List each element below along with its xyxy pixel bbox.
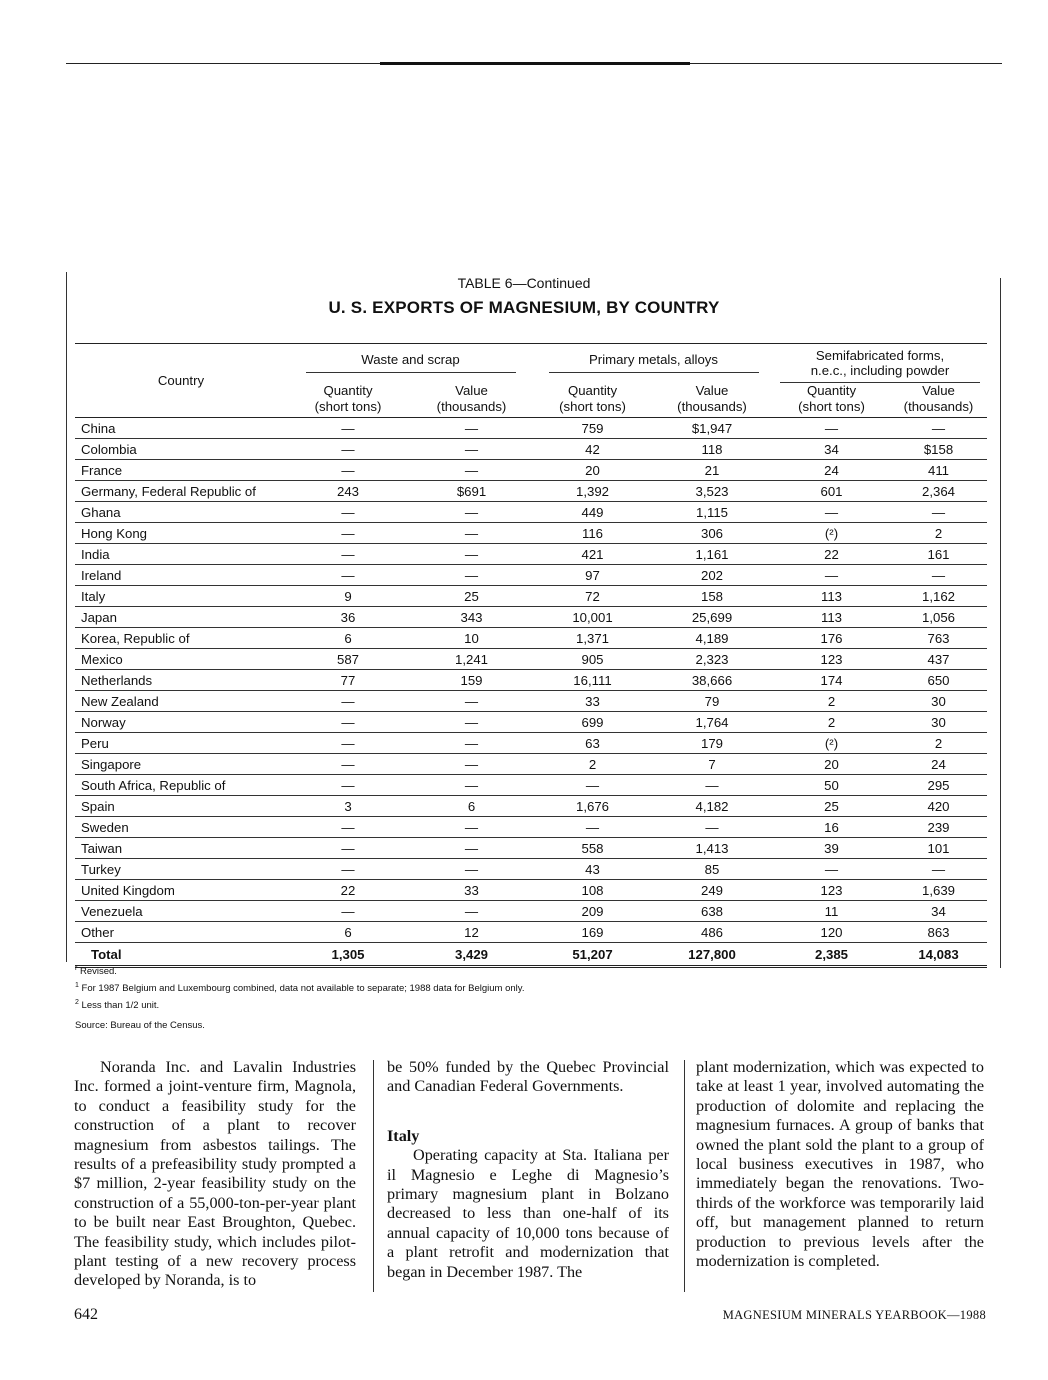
value-cell: 558	[534, 838, 651, 859]
column-divider	[684, 1060, 685, 1292]
exports-table	[75, 343, 987, 968]
country-cell: Hong Kong	[75, 523, 287, 544]
value-cell: —	[773, 418, 890, 439]
value-cell: 116	[534, 523, 651, 544]
value-cell: —	[287, 754, 409, 775]
value-cell: —	[409, 439, 534, 460]
footnote-2: $^2$ Less than 1/2 unit.	[75, 999, 160, 1012]
country-cell: Italy	[75, 586, 287, 607]
footnote-revised: $^r$ Revised.	[75, 965, 117, 978]
country-cell: Other	[75, 922, 287, 943]
table-row	[75, 607, 987, 628]
country-cell: Korea, Republic of	[75, 628, 287, 649]
value-cell: 108	[534, 880, 651, 901]
footnote-1: $^1$ For 1987 Belgium and Luxembourg combined, data not available to separate; 1988 data for Belgium only.	[75, 982, 525, 995]
country-cell: Singapore	[75, 754, 287, 775]
subheader-value: Value (thousands)	[651, 383, 773, 418]
value-cell: —	[409, 502, 534, 523]
value-cell: 2,385	[773, 943, 890, 967]
top-rule-accent	[380, 62, 690, 65]
value-cell: 123	[773, 649, 890, 670]
value-cell: 421	[534, 544, 651, 565]
value-cell: 2,323	[651, 649, 773, 670]
value-cell: 20	[534, 460, 651, 481]
value-cell: 6	[287, 922, 409, 943]
value-cell: 863	[890, 922, 987, 943]
body-column-1	[74, 1058, 356, 1291]
value-cell: 113	[773, 586, 890, 607]
value-cell: —	[773, 502, 890, 523]
country-cell: Sweden	[75, 817, 287, 838]
value-cell: —	[409, 775, 534, 796]
table-row	[75, 775, 987, 796]
value-cell: 10	[409, 628, 534, 649]
value-cell: 759	[534, 418, 651, 439]
value-cell: 179	[651, 733, 773, 754]
value-cell: 158	[651, 586, 773, 607]
value-cell: 306	[651, 523, 773, 544]
value-cell: —	[409, 817, 534, 838]
value-cell: 1,764	[651, 712, 773, 733]
value-cell: 176	[773, 628, 890, 649]
value-cell: 21	[651, 460, 773, 481]
country-cell: Turkey	[75, 859, 287, 880]
group-header-primary: Primary metals, alloys	[534, 344, 773, 384]
table-row	[75, 544, 987, 565]
value-cell: —	[287, 565, 409, 586]
value-cell: 3,523	[651, 481, 773, 502]
value-cell: 25,699	[651, 607, 773, 628]
value-cell: —	[409, 691, 534, 712]
value-cell: —	[890, 565, 987, 586]
table-row	[75, 481, 987, 502]
value-cell: 51,207	[534, 943, 651, 967]
value-cell: 33	[409, 880, 534, 901]
value-cell: 2,364	[890, 481, 987, 502]
value-cell: 905	[534, 649, 651, 670]
value-cell: —	[890, 418, 987, 439]
table-row	[75, 418, 987, 439]
value-cell: 10,001	[534, 607, 651, 628]
table-row	[75, 691, 987, 712]
value-cell: —	[890, 859, 987, 880]
country-cell: Ireland	[75, 565, 287, 586]
group-header-semifab: Semifabricated forms, n.e.c., including powder	[773, 344, 987, 384]
value-cell: —	[773, 565, 890, 586]
value-cell: 243	[287, 481, 409, 502]
table-row	[75, 565, 987, 586]
value-cell: 12	[409, 922, 534, 943]
value-cell: —	[287, 901, 409, 922]
country-cell: Total	[75, 943, 287, 967]
country-cell: India	[75, 544, 287, 565]
column-divider	[373, 1060, 374, 1292]
value-cell: 79	[651, 691, 773, 712]
value-cell: 638	[651, 901, 773, 922]
country-cell: Japan	[75, 607, 287, 628]
value-cell: —	[409, 565, 534, 586]
value-cell: $158	[890, 439, 987, 460]
value-cell: 587	[287, 649, 409, 670]
value-cell: 85	[651, 859, 773, 880]
value-cell: 3	[287, 796, 409, 817]
table-row	[75, 502, 987, 523]
value-cell: 202	[651, 565, 773, 586]
country-cell: New Zealand	[75, 691, 287, 712]
paragraph: Noranda Inc. and Lavalin Industries Inc. formed a joint-venture firm, Magnola, to conduct a feasibility study for the construction of a plant to recover magnesium from asbestos tailings. The results of a prefeasibility study prompted a $7 million, 2-year feasibility study on the construction of a 55,000-ton-per-year plant to be built near East Broughton, Quebec. The feasibility study, which includes pilot-plant testing of a new recovery process developed by Noranda, is to	[74, 1058, 356, 1290]
value-cell: —	[651, 817, 773, 838]
running-title: MAGNESIUM MINERALS YEARBOOK—1988	[722, 1308, 986, 1322]
subheader-quantity: Quantity (short tons)	[773, 383, 890, 418]
table-row	[75, 859, 987, 880]
value-cell: 1,056	[890, 607, 987, 628]
table-row	[75, 733, 987, 754]
value-cell: —	[287, 859, 409, 880]
subheader-value: Value (thousands)	[890, 383, 987, 418]
value-cell: 1,639	[890, 880, 987, 901]
value-cell: 34	[773, 439, 890, 460]
table-caption: TABLE 6—Continued	[457, 275, 591, 291]
value-cell: 30	[890, 691, 987, 712]
value-cell: $1,947	[651, 418, 773, 439]
value-cell: 6	[287, 628, 409, 649]
table-row	[75, 796, 987, 817]
value-cell: 343	[409, 607, 534, 628]
value-cell: 101	[890, 838, 987, 859]
value-cell: —	[409, 544, 534, 565]
subheader-quantity: Quantity (short tons)	[534, 383, 651, 418]
country-header: Country	[75, 344, 287, 418]
value-cell: 1,162	[890, 586, 987, 607]
value-cell: —	[651, 775, 773, 796]
value-cell: 449	[534, 502, 651, 523]
value-cell: 486	[651, 922, 773, 943]
value-cell: 1,392	[534, 481, 651, 502]
value-cell: 14,083	[890, 943, 987, 967]
value-cell: 43	[534, 859, 651, 880]
subheader-value: Value (thousands)	[409, 383, 534, 418]
value-cell: 2	[890, 523, 987, 544]
value-cell: 16	[773, 817, 890, 838]
value-cell: 239	[890, 817, 987, 838]
country-cell: Mexico	[75, 649, 287, 670]
value-cell: (²)	[773, 523, 890, 544]
value-cell: 20	[773, 754, 890, 775]
value-cell: —	[409, 901, 534, 922]
value-cell: —	[409, 460, 534, 481]
value-cell: 72	[534, 586, 651, 607]
group-header-waste: Waste and scrap	[287, 344, 534, 384]
value-cell: 2	[890, 733, 987, 754]
value-cell: 30	[890, 712, 987, 733]
value-cell: —	[534, 817, 651, 838]
table-row	[75, 817, 987, 838]
value-cell: —	[409, 859, 534, 880]
value-cell: 411	[890, 460, 987, 481]
value-cell: 9	[287, 586, 409, 607]
value-cell: —	[287, 691, 409, 712]
value-cell: 437	[890, 649, 987, 670]
value-cell: —	[287, 418, 409, 439]
value-cell: (²)	[773, 733, 890, 754]
value-cell: 1,371	[534, 628, 651, 649]
paragraph: plant modernization, which was expected to take at least 1 year, involved automating the production of dolomite and replacing the magnesium furnaces. A group of banks that owned the plant sold the plant to a group of local business executives in 1987, who immediately began the renovations. Two-thirds of the workforce was temporarily laid off, but management planned to return production to previous levels after the modernization is completed.	[696, 1058, 984, 1271]
value-cell: 25	[409, 586, 534, 607]
table-right-border	[1000, 278, 1001, 968]
country-cell: Colombia	[75, 439, 287, 460]
value-cell: —	[287, 712, 409, 733]
value-cell: 169	[534, 922, 651, 943]
value-cell: —	[287, 502, 409, 523]
value-cell: 38,666	[651, 670, 773, 691]
table-row	[75, 649, 987, 670]
section-heading-italy: Italy	[387, 1126, 420, 1145]
value-cell: 7	[651, 754, 773, 775]
value-cell: $691	[409, 481, 534, 502]
value-cell: 34	[890, 901, 987, 922]
country-cell: China	[75, 418, 287, 439]
body-column-2	[387, 1058, 669, 1282]
value-cell: 123	[773, 880, 890, 901]
value-cell: 77	[287, 670, 409, 691]
value-cell: —	[534, 775, 651, 796]
table-row	[75, 523, 987, 544]
value-cell: —	[409, 754, 534, 775]
value-cell: —	[890, 502, 987, 523]
value-cell: 650	[890, 670, 987, 691]
table-title: U. S. EXPORTS OF MAGNESIUM, BY COUNTRY	[328, 298, 720, 317]
country-cell: South Africa, Republic of	[75, 775, 287, 796]
table-row	[75, 670, 987, 691]
value-cell: 1,305	[287, 943, 409, 967]
value-cell: 420	[890, 796, 987, 817]
value-cell: 3,429	[409, 943, 534, 967]
value-cell: —	[287, 523, 409, 544]
value-cell: 209	[534, 901, 651, 922]
value-cell: —	[287, 439, 409, 460]
value-cell: —	[409, 523, 534, 544]
country-cell: Germany, Federal Republic of	[75, 481, 287, 502]
country-cell: Netherlands	[75, 670, 287, 691]
value-cell: 1,413	[651, 838, 773, 859]
value-cell: 50	[773, 775, 890, 796]
table-footnotes	[75, 962, 524, 1033]
value-cell: 4,189	[651, 628, 773, 649]
value-cell: 6	[409, 796, 534, 817]
value-cell: 249	[651, 880, 773, 901]
value-cell: 11	[773, 901, 890, 922]
value-cell: 22	[287, 880, 409, 901]
table-row	[75, 880, 987, 901]
value-cell: 1,676	[534, 796, 651, 817]
country-cell: Ghana	[75, 502, 287, 523]
country-cell: Taiwan	[75, 838, 287, 859]
value-cell: 161	[890, 544, 987, 565]
subheader-quantity: Quantity (short tons)	[287, 383, 409, 418]
country-cell: France	[75, 460, 287, 481]
value-cell: 1,241	[409, 649, 534, 670]
value-cell: —	[287, 544, 409, 565]
value-cell: 2	[534, 754, 651, 775]
table-row	[75, 439, 987, 460]
value-cell: 159	[409, 670, 534, 691]
value-cell: 763	[890, 628, 987, 649]
value-cell: —	[409, 712, 534, 733]
value-cell: 16,111	[534, 670, 651, 691]
value-cell: 174	[773, 670, 890, 691]
source-note: Source: Bureau of the Census.	[75, 1020, 205, 1032]
country-cell: Peru	[75, 733, 287, 754]
value-cell: 63	[534, 733, 651, 754]
value-cell: —	[287, 838, 409, 859]
value-cell: 4,182	[651, 796, 773, 817]
value-cell: 2	[773, 712, 890, 733]
value-cell: —	[287, 460, 409, 481]
value-cell: 127,800	[651, 943, 773, 967]
value-cell: 39	[773, 838, 890, 859]
table-row	[75, 754, 987, 775]
country-cell: United Kingdom	[75, 880, 287, 901]
table-row	[75, 922, 987, 943]
page-number: 642	[74, 1306, 98, 1323]
table-row	[75, 460, 987, 481]
value-cell: —	[287, 775, 409, 796]
value-cell: 24	[773, 460, 890, 481]
value-cell: 97	[534, 565, 651, 586]
country-cell: Venezuela	[75, 901, 287, 922]
value-cell: 22	[773, 544, 890, 565]
country-cell: Spain	[75, 796, 287, 817]
value-cell: 25	[773, 796, 890, 817]
table-row	[75, 628, 987, 649]
value-cell: —	[287, 817, 409, 838]
value-cell: 699	[534, 712, 651, 733]
value-cell: 2	[773, 691, 890, 712]
value-cell: —	[773, 859, 890, 880]
table-row	[75, 838, 987, 859]
value-cell: 601	[773, 481, 890, 502]
table-row	[75, 586, 987, 607]
value-cell: —	[409, 418, 534, 439]
value-cell: 42	[534, 439, 651, 460]
value-cell: —	[409, 838, 534, 859]
value-cell: 36	[287, 607, 409, 628]
value-cell: 118	[651, 439, 773, 460]
value-cell: —	[287, 733, 409, 754]
value-cell: 33	[534, 691, 651, 712]
country-cell: Norway	[75, 712, 287, 733]
table-left-border	[66, 272, 67, 962]
value-cell: 1,161	[651, 544, 773, 565]
paragraph: Operating capacity at Sta. Italiana per il Magnesio e Leghe di Magnesio’s primary magnesium plant in Bolzano decreased to less than one-half of its annual capacity of 10,000 tons because of a plant retrofit and modernization that began in December 1987. The	[387, 1146, 669, 1281]
value-cell: 113	[773, 607, 890, 628]
value-cell: 24	[890, 754, 987, 775]
value-cell: —	[409, 733, 534, 754]
table-row	[75, 712, 987, 733]
table-row	[75, 901, 987, 922]
body-column-3	[696, 1058, 984, 1271]
value-cell: 1,115	[651, 502, 773, 523]
value-cell: 120	[773, 922, 890, 943]
value-cell: 295	[890, 775, 987, 796]
paragraph: be 50% funded by the Quebec Provincial and Canadian Federal Governments.	[387, 1058, 669, 1096]
